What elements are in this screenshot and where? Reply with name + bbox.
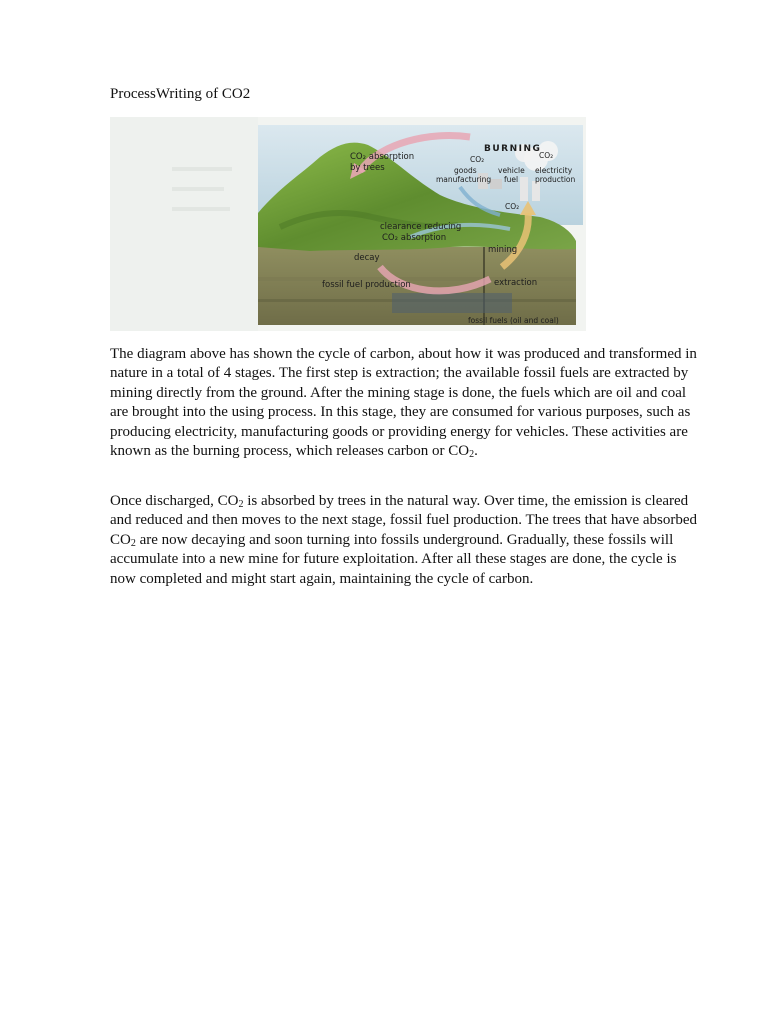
label-manufacturing: manufacturing	[436, 175, 492, 184]
label-vehicle: vehicle	[498, 166, 525, 175]
label-production: production	[535, 175, 576, 184]
fossil-deposit	[392, 293, 512, 313]
label-fossil-fuel-production: fossil fuel production	[322, 280, 411, 290]
label-fuel: fuel	[504, 175, 519, 184]
carbon-cycle-diagram	[110, 117, 586, 331]
carbon-cycle-illustration	[110, 117, 586, 331]
paragraph-2	[110, 492, 700, 589]
label-clearance-absorption: CO₂ absorption	[382, 233, 447, 243]
label-mining: mining	[488, 245, 518, 255]
label-co2-absorption: CO₂ absorption	[350, 152, 415, 162]
background-panel	[110, 117, 258, 331]
document-title: ProcessWriting of CO2	[110, 86, 251, 102]
subscript-2: 2	[238, 499, 244, 510]
label-electricity: electricity	[535, 166, 573, 175]
paragraph-2-part-a: Once discharged, CO	[110, 493, 239, 509]
power-plant	[520, 177, 528, 201]
subscript-2: 2	[130, 537, 136, 549]
label-burning: BURNING	[484, 144, 542, 154]
paragraph-1-end: .	[474, 443, 478, 460]
label-fossil-fuels: fossil fuels (oil and coal)	[468, 316, 559, 325]
label-goods: goods	[454, 166, 477, 175]
label-co2-burning: CO₂	[470, 155, 485, 164]
subscript-2: 2	[469, 449, 475, 461]
paragraph-1-text: The diagram above has shown the cycle of carbon, about how it was produced and transformed in nature in a total of 4 stages. The first step is extraction; the available fossil fuels are extracted by mining directly from the ground. After the mining stage is done, the fuels which are oil and coal are brought into the using process. In this stage, they are consumed for various purposes, such as producing electricity, manufacturing goods or providing energy for vehicles. These activities are known as the burning process, which releases carbon or CO	[110, 346, 697, 460]
label-extraction: extraction	[494, 278, 538, 288]
label-decay: decay	[354, 253, 380, 263]
label-by-trees: by trees	[350, 163, 385, 173]
label-co2-electricity: CO₂	[539, 151, 554, 160]
label-clearance: clearance reducing	[380, 222, 462, 232]
paragraph-1	[110, 345, 700, 461]
label-co2-mid: CO₂	[505, 202, 520, 211]
paragraph-2-part-b: is absorbed by trees in the natural way. Over time, the emission is cleared and reduced and then moves to the next stage, fossil fuel production. The trees that have absorbed CO	[110, 493, 698, 548]
paragraph-2-part-c: are now decaying and soon turning into fossils underground. Gradually, these fossils will accumulate into a new mine for future exploitation. After all these stages are done, the cycle is now completed and might start again, maintaining the cycle of carbon.	[110, 531, 677, 587]
